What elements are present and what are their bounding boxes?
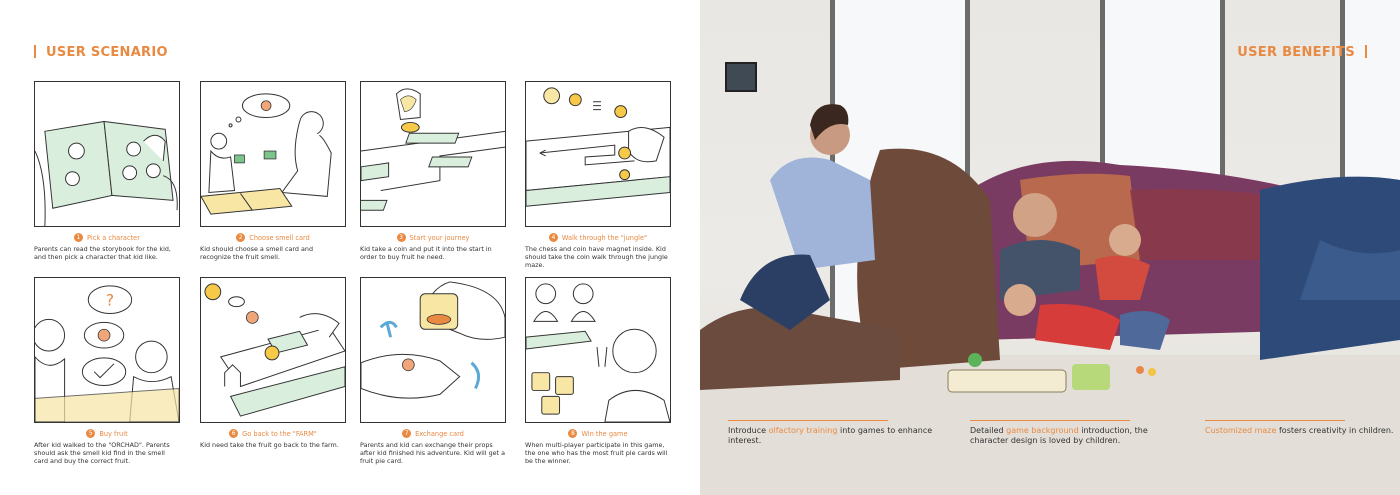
panel-start-journey [360,81,506,227]
step-title: Walk through the "jungle" [561,233,648,242]
step-description: Kid should choose a smell card and recognize the fruit smell. [200,245,314,261]
step-2 [200,233,346,261]
panel-exchange-card [360,277,506,423]
step-number-badge: 3 [397,233,406,242]
maze-start-illustration [361,82,505,226]
jungle-maze-illustration [526,82,670,226]
step-number-badge: 8 [568,429,577,438]
benefit-customized-maze: Customized maze fosters creativity in children. [1205,420,1395,436]
step-description: When multi-player participate in this game, the one who has the most fruit pie cards will be the winner. [525,441,668,465]
step-1 [34,233,180,261]
question-mark-glyph: ? [105,290,115,310]
benefit-olfactory: Introduce olfactory training into games to enhance interest. [728,420,958,446]
panel-go-back-farm [200,277,346,423]
step-6 [200,429,346,449]
step-3 [360,233,506,261]
step-description: The chess and coin have magnet inside. Kid should take the coin walk through the jungle maze. [525,245,668,269]
panel-buy-fruit [34,277,180,423]
step-5 [34,429,180,465]
step-description: Kid need take the fruit go back to the farm. [200,441,339,449]
user-benefits-page [700,0,1400,495]
step-7 [360,429,506,465]
step-title: Start your journey [409,233,470,242]
step-8 [525,429,671,465]
step-description: Kid take a coin and put it into the start in order to buy fruit he need. [360,245,492,261]
step-number-badge: 1 [74,233,83,242]
panel-walk-jungle [525,81,671,227]
benefit-game-background: Detailed game background introduction, the character design is loved by children. [970,420,1180,446]
user-benefits-heading: USER BENEFITS [1237,45,1367,60]
panel-smell-card [200,81,346,227]
step-description: Parents can read the storybook for the kid, and then pick a character that kid like. [34,245,171,261]
heading-bar [34,45,36,58]
farm-illustration [201,278,345,422]
heading-bar [1365,45,1367,58]
benefit-divider [728,420,888,421]
step-title: Pick a character [87,233,140,242]
panel-pick-character [34,81,180,227]
storybook-illustration [35,82,179,226]
step-description: Parents and kid can exchange their props after kid finished his adventure. Kid will get a fruit pie card. [360,441,506,465]
step-title: Go back to the "FARM" [242,429,317,438]
step-number-badge: 7 [402,429,411,438]
step-title: Exchange card [415,429,464,438]
step-number-badge: 6 [229,429,238,438]
buy-fruit-illustration [35,278,179,422]
exchange-card-illustration [361,278,505,422]
win-game-illustration [526,278,670,422]
step-number-badge: 4 [549,233,558,242]
step-number-badge: 2 [236,233,245,242]
step-number-badge: 5 [86,429,95,438]
step-title: Choose smell card [249,233,310,242]
step-description: After kid walked to the "ORCHAD". Parents should ask the smell kid find in the smell card and buy the correct fruit. [34,441,170,465]
step-4 [525,233,671,269]
step-title: Win the game [581,429,628,438]
panel-win-game [525,277,671,423]
benefit-divider [970,420,1130,421]
user-scenario-heading: USER SCENARIO [34,45,168,60]
benefit-divider [1205,420,1345,421]
smell-card-illustration [201,82,345,226]
step-title: Buy fruit [99,429,128,438]
